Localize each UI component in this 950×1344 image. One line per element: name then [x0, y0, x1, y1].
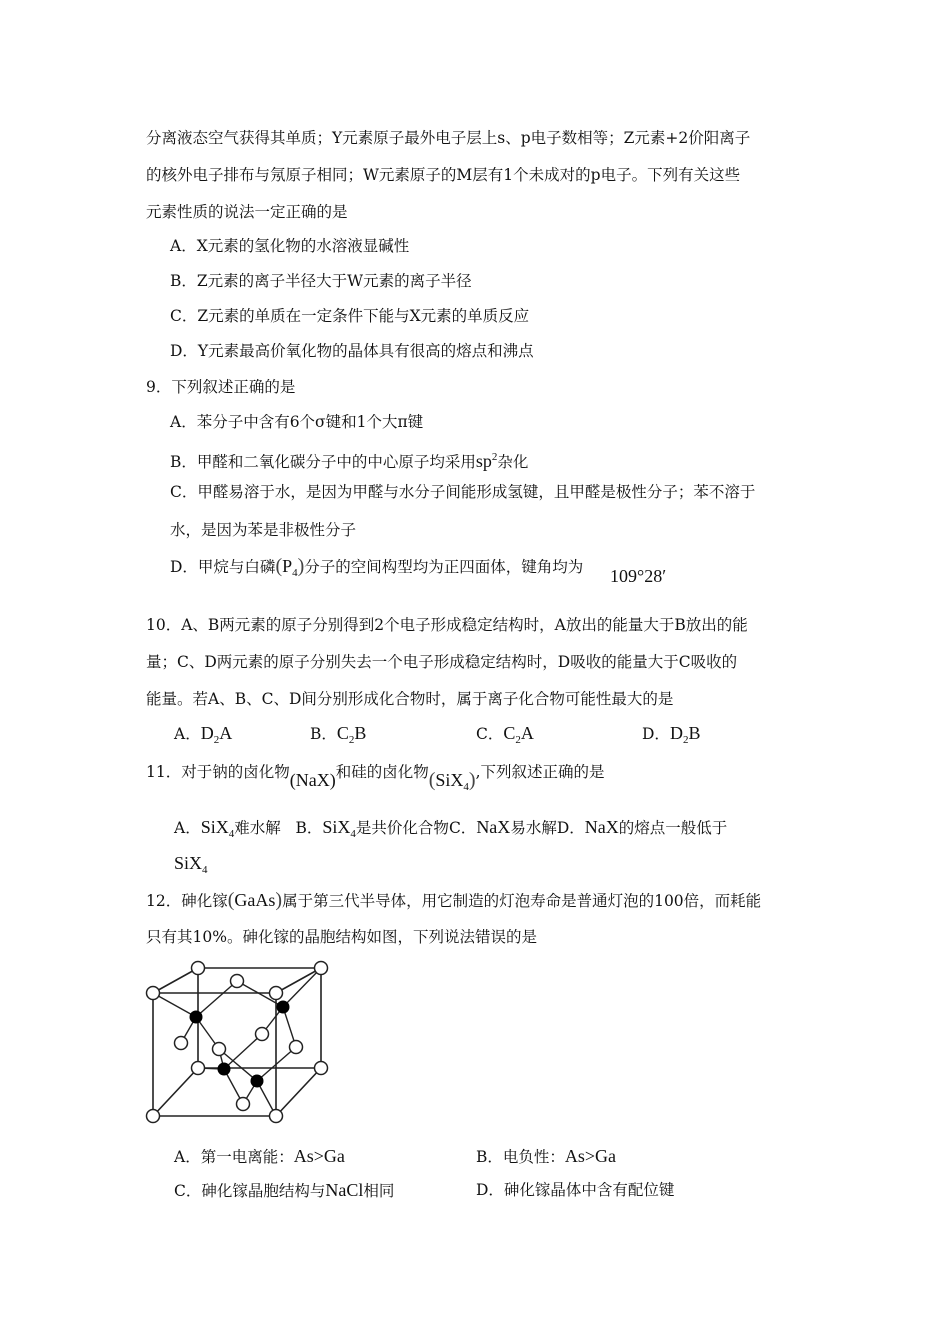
as-atom: [218, 1063, 231, 1076]
q10-stem-line3: 能量。若A、B、C、D间分别形成化合物时，属于离子化合物可能性最大的是: [146, 690, 674, 708]
q11-options-line: A．SiX$_4$难水解 B．SiX$_4$是共价化合物C．NaX易水解D．NaX的熔点一般低于: [174, 817, 728, 840]
ga-atom: [147, 1110, 160, 1123]
q12-option-b: B．电负性：As>Ga: [476, 1146, 617, 1166]
ga-atom: [231, 975, 244, 988]
ga-atom: [237, 1098, 250, 1111]
q10-option-b: B．$C_2B$: [310, 723, 367, 746]
ga-atom: [315, 1062, 328, 1075]
ga-atom: [256, 1028, 269, 1041]
q8-option-c: C．Z元素的单质在一定条件下能与X元素的单质反应: [170, 307, 530, 325]
q9-option-a: A．苯分子中含有6个σ键和1个大π键: [170, 413, 424, 431]
q9-bond-angle: 109°28′: [610, 566, 667, 586]
q9-option-c-line1: C．甲醛易溶于水，是因为甲醛与水分子间能形成氢键，且甲醛是极性分子；苯不溶于: [170, 483, 756, 501]
as-atom: [190, 1011, 203, 1024]
q8-option-a: A．X元素的氢化物的水溶液显碱性: [170, 237, 410, 255]
q8-stem-line1: 分离液态空气获得其单质；Y元素原子最外电子层上s、p电子数相等；Z元素+2价阳离子: [146, 129, 751, 147]
as-atom: [251, 1075, 264, 1088]
q9-option-b: B．甲醛和二氧化碳分子中的中心原子均采用$sp^2$杂化: [170, 451, 529, 471]
q10-option-a: A．$D_2A$: [174, 723, 233, 746]
q9-stem: 9．下列叙述正确的是: [146, 378, 296, 396]
q10-option-d: D．$D_2B$: [642, 723, 701, 746]
q12-option-a: A．第一电离能：As>Ga: [174, 1146, 345, 1166]
q8-option-b: B．Z元素的离子半径大于W元素的离子半径: [170, 272, 472, 290]
q12-option-c: C．砷化镓晶胞结构与NaCl相同: [174, 1180, 395, 1200]
gaas-unit-cell-diagram: [138, 958, 338, 1128]
q10-option-c: C．$C_2A$: [476, 723, 534, 746]
ga-atom: [213, 1043, 226, 1056]
ga-atom: [270, 1110, 283, 1123]
q10-stem-line1: 10．A、B两元素的原子分别得到2个电子形成稳定结构时，A放出的能量大于B放出的能: [146, 616, 748, 634]
arsenic-atoms: [190, 1001, 290, 1088]
as-atom: [277, 1001, 290, 1014]
q12-stem-line1: 12．砷化镓(GaAs)属于第三代半导体，用它制造的灯泡寿命是普通灯泡的100倍，而耗能: [146, 889, 762, 911]
q8-stem-line2: 的核外电子排布与氖原子相同；W元素原子的M层有1个未成对的p电子。下列有关这些: [146, 166, 741, 184]
q9-option-c-line2: 水，是因为苯是非极性分子: [170, 521, 357, 539]
q11-option-d-cont: SiX$_4$: [174, 853, 208, 876]
q10-stem-line2: 量；C、D两元素的原子分别失去一个电子形成稳定结构时，D吸收的能量大于C吸收的: [146, 653, 738, 671]
ga-atom: [175, 1037, 188, 1050]
q9-option-d: D．甲烷与白磷$(P_4)$分子的空间构型均为正四面体，键角均为: [170, 555, 584, 579]
ga-atom: [147, 987, 160, 1000]
q12-stem-line2: 只有其10%。砷化镓的晶胞结构如图，下列说法错误的是: [146, 928, 537, 946]
ga-atom: [192, 962, 205, 975]
q11-stem: 11．对于钠的卤化物(NaX)和硅的卤化物(SiX$_4$),下列叙述正确的是: [146, 763, 605, 793]
ga-atom: [315, 962, 328, 975]
ga-atom: [192, 1062, 205, 1075]
q8-option-d: D．Y元素最高价氧化物的晶体具有很高的熔点和沸点: [170, 342, 534, 360]
ga-atom: [270, 987, 283, 1000]
gallium-atoms: [147, 962, 328, 1123]
ga-atom: [290, 1041, 303, 1054]
q8-stem-line3: 元素性质的说法一定正确的是: [146, 203, 348, 221]
q12-option-d: D．砷化镓晶体中含有配位键: [476, 1181, 675, 1199]
